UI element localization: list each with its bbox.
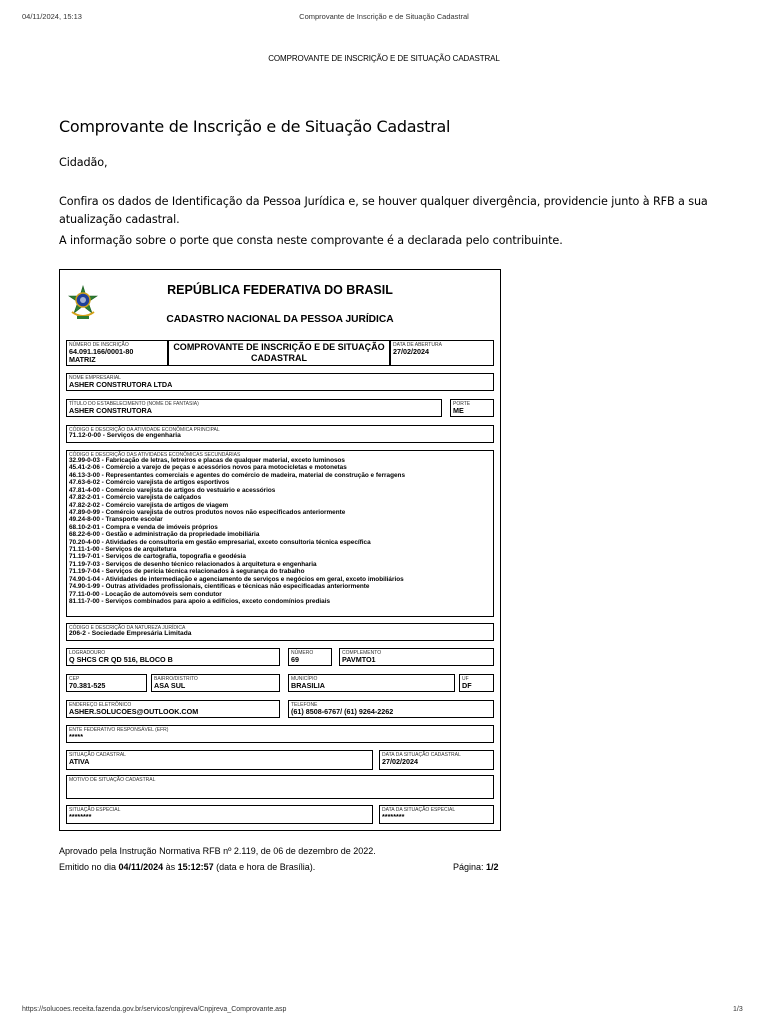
- abertura-box: [390, 340, 494, 366]
- inscricao-tipo: MATRIZ: [69, 355, 96, 364]
- data-especial-box: [379, 805, 494, 824]
- emitido-prefix: Emitido no dia: [59, 862, 119, 872]
- list-item: 47.89-0-99 - Comércio varejista de outros produtos novos não especificados anteriormente: [69, 508, 346, 516]
- list-item: 32.99-0-03 - Fabricação de letras, letreiros e placas de qualquer material, exceto luminosos: [69, 457, 345, 464]
- efr-value: *****: [69, 732, 83, 741]
- list-item: 71.19-7-01 - Serviços de cartografia, topografia e geodésia: [69, 553, 246, 561]
- list-item: 71.11-1-00 - Serviços de arquitetura: [69, 546, 177, 554]
- email-box: [66, 700, 280, 718]
- efr-box: [66, 725, 494, 743]
- motivo-box: [66, 775, 494, 799]
- municipio-label: MUNICÍPIO: [291, 676, 318, 682]
- telefone-box: [288, 700, 494, 718]
- cnae-secundarias-box: [66, 450, 494, 617]
- intro-paragraph: Confira os dados de Identificação da Pessoa Jurídica e, se houver qualquer divergência, providencie junto à RFB a sua atualização cadastral.: [59, 195, 708, 226]
- nome-value: ASHER CONSTRUTORA LTDA: [69, 380, 173, 389]
- cep-box: [66, 674, 147, 692]
- nome-box: [66, 373, 494, 391]
- inscricao-value: 64.091.166/0001-80: [69, 347, 134, 356]
- data-situacao-value: 27/02/2024: [382, 757, 418, 766]
- complemento-value: PAVMTO1: [342, 655, 376, 664]
- especial-value: ********: [69, 812, 92, 821]
- list-item: 81.11-7-00 - Serviços combinados para apoio a edifícios, exceto condomínios prediais: [69, 598, 331, 606]
- data-especial-label: DATA DA SITUAÇÃO ESPECIAL: [382, 807, 456, 813]
- cnae-principal-value: 71.12-0-00 - Serviços de engenharia: [69, 432, 181, 439]
- nome-label: NOME EMPRESARIAL: [69, 375, 121, 381]
- emitido-time: 15:12:57: [177, 862, 214, 872]
- data-especial-value: ********: [382, 812, 405, 821]
- abertura-label: DATA DE ABERTURA: [393, 342, 442, 348]
- print-page-count: 1/3: [733, 1006, 743, 1013]
- page-title: Comprovante de Inscrição e de Situação Cadastral: [59, 117, 451, 136]
- list-item: 74.90-1-04 - Atividades de intermediação e agenciamento de serviços e negócios em geral, exceto imobiliários: [69, 575, 404, 583]
- situacao-label: SITUAÇÃO CADASTRAL: [69, 752, 126, 758]
- list-item: 71.19-7-04 - Serviços de perícia técnica relacionados à segurança do trabalho: [69, 568, 305, 576]
- bairro-box: [151, 674, 280, 692]
- porte-note: A informação sobre o porte que consta neste comprovante é a declarada pelo contribuinte.: [59, 234, 563, 247]
- cep-label: CEP: [69, 676, 80, 682]
- logradouro-value: Q SHCS CR QD 516, BLOCO B: [69, 655, 173, 664]
- approval-note: Aprovado pela Instrução Normativa RFB nº 2.119, de 06 de dezembro de 2022.: [59, 846, 376, 856]
- print-tab-title: Comprovante de Inscrição e de Situação Cadastral: [299, 12, 469, 21]
- fantasia-box: [66, 399, 442, 417]
- republic-title: REPÚBLICA FEDERATIVA DO BRASIL: [167, 283, 393, 297]
- telefone-value: (61) 8508-6767/ (61) 9264-2262: [291, 707, 394, 716]
- cnpj-certificate-card: [59, 269, 501, 831]
- list-item: 47.81-4-00 - Comércio varejista de artigos do vestuário e acessórios: [69, 486, 276, 494]
- emitido-date: 04/11/2024: [118, 862, 164, 872]
- cnae-principal-box: [66, 425, 494, 443]
- page-kicker: COMPROVANTE DE INSCRIÇÃO E DE SITUAÇÃO CADASTRAL: [268, 54, 500, 63]
- logradouro-label: LOGRADOURO: [69, 650, 106, 656]
- bairro-label: BAIRRO/DISTRITO: [154, 676, 198, 682]
- list-item: 68.10-2-01 - Compra e venda de imóveis próprios: [69, 523, 218, 531]
- list-item: 45.41-2-06 - Comércio a varejo de peças e acessórios novos para motocicletas e motonetas: [69, 464, 347, 472]
- fantasia-value: ASHER CONSTRUTORA: [69, 406, 152, 415]
- motivo-label: MOTIVO DE SITUAÇÃO CADASTRAL: [69, 777, 156, 783]
- list-item: 68.22-6-00 - Gestão e administração da propriedade imobiliária: [69, 531, 260, 539]
- emitido-suffix: (data e hora de Brasília).: [213, 862, 316, 872]
- telefone-label: TELEFONE: [291, 702, 318, 708]
- data-situacao-label: DATA DA SITUAÇÃO CADASTRAL: [382, 752, 461, 758]
- email-value: ASHER.SOLUCOES@OUTLOOK.COM: [69, 707, 199, 716]
- list-item: 70.20-4-00 - Atividades de consultoria em gestão empresarial, exceto consultoria técnica específica: [69, 538, 371, 546]
- porte-value: ME: [453, 406, 464, 415]
- cadastro-title: CADASTRO NACIONAL DA PESSOA JURÍDICA: [166, 314, 394, 325]
- cnae-secundarias-list: [69, 457, 405, 605]
- natureza-value: 206-2 - Sociedade Empresária Limitada: [69, 630, 192, 637]
- list-item: 47.63-6-02 - Comércio varejista de artigos esportivos: [69, 479, 230, 487]
- efr-label: ENTE FEDERATIVO RESPONSÁVEL (EFR): [69, 727, 169, 733]
- greeting: Cidadão,: [59, 156, 108, 169]
- list-item: 47.82-2-02 - Comércio varejista de artigos de viagem: [69, 501, 229, 509]
- complemento-label: COMPLEMENTO: [342, 650, 382, 656]
- porte-box: [450, 399, 494, 417]
- doc-title: COMPROVANTE DE INSCRIÇÃO E DE SITUAÇÃO CADASTRAL: [173, 342, 385, 363]
- cnae-secundarias-label: CÓDIGO E DESCRIÇÃO DAS ATIVIDADES ECONÔMICAS SECUNDÁRIAS: [69, 452, 241, 458]
- natureza-box: [66, 623, 494, 641]
- print-datetime: 04/11/2024, 15:13: [22, 12, 82, 21]
- inscricao-label: NÚMERO DE INSCRIÇÃO: [69, 342, 129, 348]
- pagina-value: 1/2: [486, 862, 499, 872]
- cnae-principal-label: CÓDIGO E DESCRIÇÃO DA ATIVIDADE ECONÔMICA PRINCIPAL: [69, 427, 220, 433]
- cep-value: 70.381-525: [69, 681, 106, 690]
- list-item: 47.82-2-01 - Comércio varejista de calçados: [69, 494, 202, 502]
- list-item: 71.19-7-03 - Serviços de desenho técnico relacionados à arquitetura e engenharia: [69, 560, 317, 568]
- numero-label: NÚMERO: [291, 650, 314, 656]
- list-item: 49.24-8-00 - Transporte escolar: [69, 516, 163, 524]
- data-situacao-box: [379, 750, 494, 770]
- list-item: 46.13-3-00 - Representantes comerciais e agentes do comércio de madeira, material de construção e ferragens: [69, 471, 406, 479]
- inscricao-box: [66, 340, 168, 366]
- print-url: https://solucoes.receita.fazenda.gov.br/servicos/cnpjreva/Cnpjreva_Comprovante.asp: [22, 1006, 287, 1013]
- complemento-box: [339, 648, 494, 666]
- municipio-value: BRASILIA: [291, 681, 325, 690]
- situacao-value: ATIVA: [69, 757, 90, 766]
- logradouro-box: [66, 648, 280, 666]
- pagination: [453, 862, 499, 872]
- bairro-value: ASA SUL: [154, 681, 186, 690]
- uf-box: [459, 674, 494, 692]
- emission-note: [59, 862, 315, 872]
- email-label: ENDEREÇO ELETRÔNICO: [69, 702, 132, 708]
- doc-title-box: [168, 340, 390, 366]
- abertura-value: 27/02/2024: [393, 347, 429, 356]
- porte-label: PORTE: [453, 401, 471, 407]
- numero-value: 69: [291, 655, 299, 664]
- uf-value: DF: [462, 681, 472, 690]
- numero-box: [288, 648, 332, 666]
- especial-label: SITUAÇÃO ESPECIAL: [69, 807, 121, 813]
- emitido-mid: às: [163, 862, 178, 872]
- especial-box: [66, 805, 373, 824]
- list-item: 74.90-1-99 - Outras atividades profissionais, científicas e técnicas não especificadas anteriormente: [69, 583, 370, 591]
- uf-label: UF: [462, 676, 469, 682]
- situacao-box: [66, 750, 373, 770]
- municipio-box: [288, 674, 455, 692]
- natureza-label: CÓDIGO E DESCRIÇÃO DA NATUREZA JURÍDICA: [69, 625, 186, 631]
- fantasia-label: TÍTULO DO ESTABELECIMENTO (NOME DE FANTASIA): [69, 401, 199, 407]
- pagina-label: Página:: [453, 862, 487, 872]
- list-item: 77.11-0-00 - Locação de automóveis sem condutor: [69, 590, 222, 598]
